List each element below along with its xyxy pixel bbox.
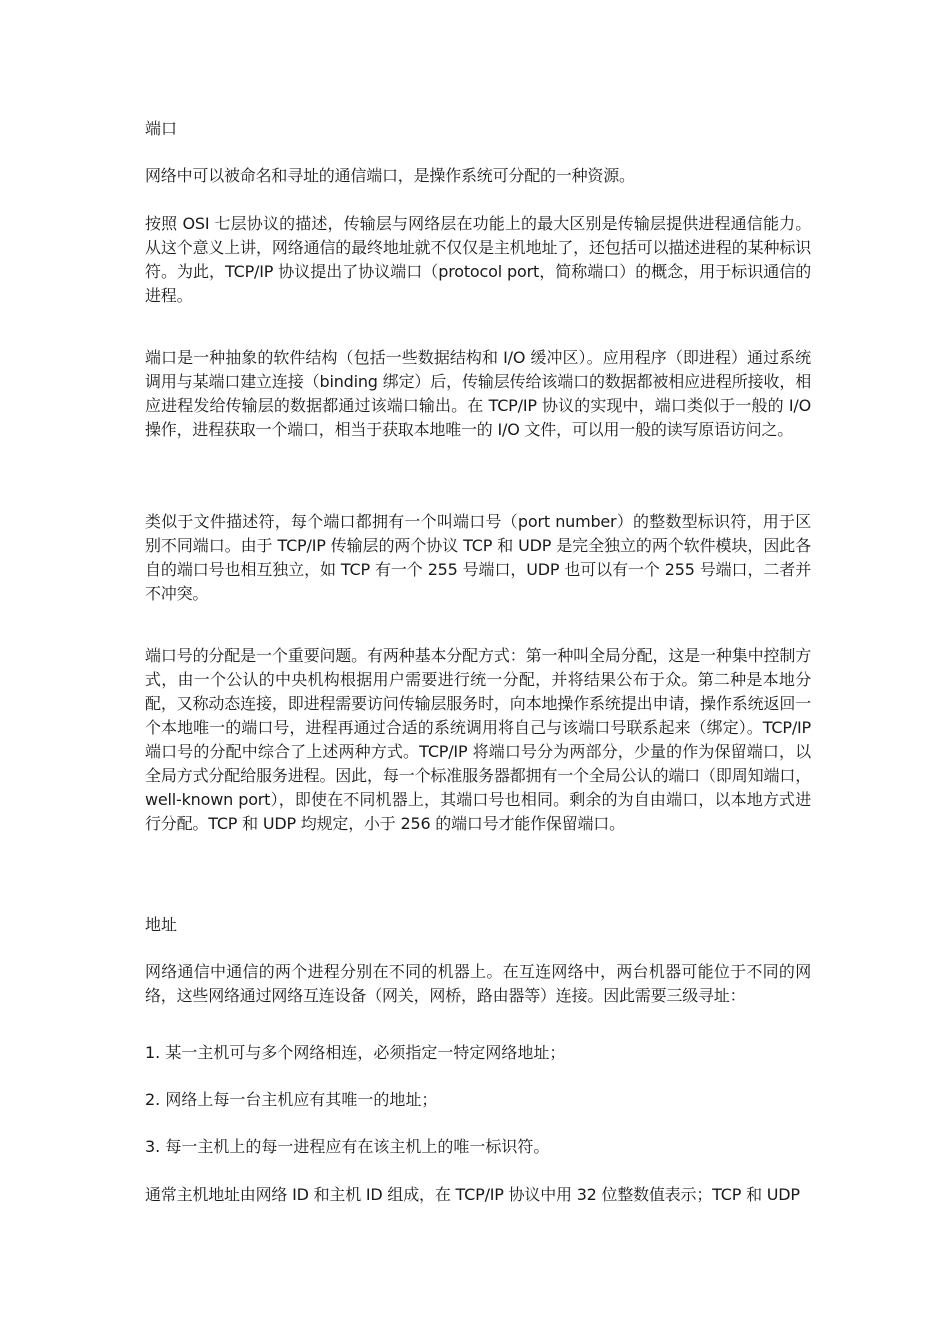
paragraph-port-definition: 网络中可以被命名和寻址的通信端口，是操作系统可分配的一种资源。	[145, 166, 635, 185]
paragraph-address-intro: 网络通信中通信的两个进程分别在不同的机器上。在互连网络中，两台机器可能位于不同的网络，这些网络通过网络互连设备（网关，网桥，路由器等）连接。因此需要三级寻址：	[145, 962, 811, 1005]
paragraph-address-closing: 通常主机地址由网络 ID 和主机 ID 组成，在 TCP/IP 协议中用 32 位整数值表示；TCP 和 UDP	[145, 1185, 800, 1204]
list-item-network-address: 1. 某一主机可与多个网络相连，必须指定一特定网络地址；	[145, 1043, 566, 1062]
section-heading-address: 地址	[145, 915, 178, 934]
paragraph-port-allocation: 端口号的分配是一个重要问题。有两种基本分配方式：第一种叫全局分配，这是一种集中控制方式，由一个公认的中央机构根据用户需要进行统一分配，并将结果公布于众。第二种是本地分配，又称动态连接，即进程需要访问传输层服务时，向本地操作系统提出申请，操作系统返回一个本地唯一的端口号，进程再通过合适的系统调用将自己与该端口号联系起来（绑定）。TCP/IP 端口号的分配中综合了上述两种方式。TCP/IP 将端口号分为两部分，少量的作为保留端口，以全局方式分配给服务进程。因此，每一个标准服务器都拥有一个全局公认的端口（即周知端口，well-known port），即使在不同机器上，其端口号也相同。剩余的为自由端口，以本地方式进行分配。TCP 和 UDP 均规定，小于 256 的端口号才能作保留端口。	[145, 646, 811, 833]
list-item-host-address: 2. 网络上每一台主机应有其唯一的地址；	[145, 1090, 438, 1109]
section-heading-port: 端口	[145, 119, 178, 138]
paragraph-osi-layers: 按照 OSI 七层协议的描述，传输层与网络层在功能上的最大区别是传输层提供进程通信能力。从这个意义上讲，网络通信的最终地址就不仅仅是主机地址了，还包括可以描述进程的某种标识符。为此，TCP/IP 协议提出了协议端口（protocol port，简称端口）的概念，用于标识通信的进程。	[145, 214, 811, 305]
list-item-process-identifier: 3. 每一主机上的每一进程应有在该主机上的唯一标识符。	[145, 1137, 550, 1156]
paragraph-port-number: 类似于文件描述符，每个端口都拥有一个叫端口号（port number）的整数型标识符，用于区别不同端口。由于 TCP/IP 传输层的两个协议 TCP 和 UDP 是完全独立的两个软件模块，因此各自的端口号也相互独立，如 TCP 有一个 255 号端口，UDP 也可以有一个 255 号端口，二者并不冲突。	[145, 512, 811, 603]
paragraph-port-structure: 端口是一种抽象的软件结构（包括一些数据结构和 I/O 缓冲区）。应用程序（即进程）通过系统调用与某端口建立连接（binding 绑定）后，传输层传给该端口的数据都被相应进程所接收，相应进程发给传输层的数据都通过该端口输出。在 TCP/IP 协议的实现中，端口类似于一般的 I/O 操作，进程获取一个端口，相当于获取本地唯一的 I/O 文件，可以用一般的读写原语访问之。	[145, 348, 811, 439]
